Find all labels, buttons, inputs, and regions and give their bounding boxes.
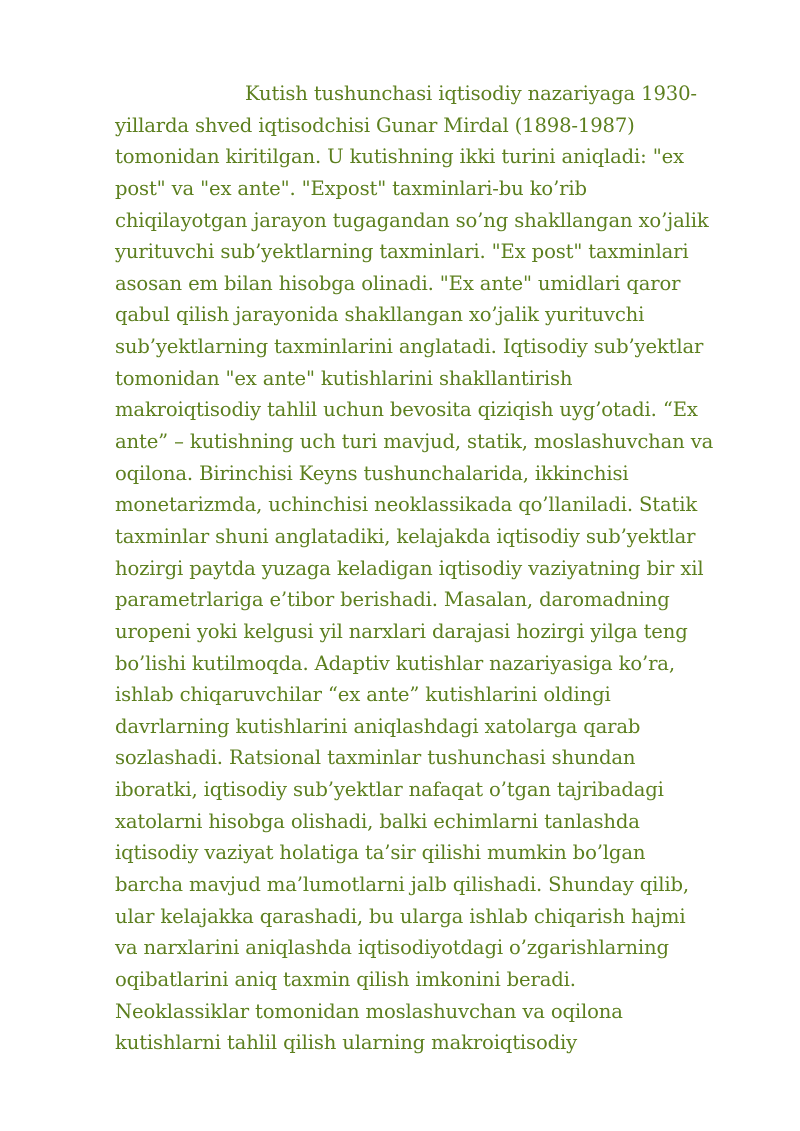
paragraph-line: oqilona. Birinchisi Keyns tushunchalarida, ikkinchisi [115,461,629,485]
paragraph-line: sozlashadi. Ratsional taxminlar tushunchasi shundan [115,746,636,770]
paragraph-line: iboratki, iqtisodiy sub’yektlar nafaqat o’tgan tajribadagi [115,778,664,802]
paragraph-line: ular kelajakka qarashadi, bu ularga ishlab chiqarish hajmi [115,904,686,928]
paragraph-line: parametrlariga e’tibor berishadi. Masalan, daromadning [115,588,670,612]
paragraph-line: xatolarni hisobga olishadi, balki echimlarni tanlashda [115,809,640,833]
paragraph-line: barcha mavjud ma’lumotlarni jalb qilishadi. Shunday qilib, [115,873,689,897]
paragraph-line: tomonidan "ex ante" kutishlarini shakllantirish [115,366,573,390]
paragraph-line: yillarda shved iqtisodchisi Gunar Mirdal (1898-1987) [115,113,635,137]
paragraph-line: davrlarning kutishlarini aniqlashdagi xatolarga qarab [115,714,641,738]
paragraph-line: kutishlarni tahlil qilish ularning makroiqtisodiy [115,1031,578,1055]
paragraph-line: Kutish tushunchasi iqtisodiy nazariyaga 1930- [245,82,697,105]
paragraph-line: ante” – kutishning uch turi mavjud, statik, moslashuvchan va [115,430,714,454]
paragraph-line: monetarizmda, uchinchisi neoklassikada qo’llaniladi. Statik [115,493,698,517]
body-paragraph [115,78,755,1059]
paragraph-line: chiqilayotgan jarayon tugagandan so’ng shakllangan xo’jalik [115,208,709,232]
paragraph-line: uropeni yoki kelgusi yil narxlari darajasi hozirgi yilga teng [115,619,688,643]
paragraph-line: bo’lishi kutilmoqda. Adaptiv kutishlar nazariyasiga ko’ra, [115,651,675,675]
paragraph-line: va narxlarini aniqlashda iqtisodiyotdagi o’zgarishlarning [115,936,669,960]
paragraph-line: taxminlar shuni anglatadiki, kelajakda iqtisodiy sub’yektlar [115,524,696,548]
paragraph-line: yurituvchi sub’yektlarning taxminlari. "Ex post" taxminlari [115,240,689,264]
paragraph-line: post" va "ex ante". "Expost" taxminlari-bu ko’rib [115,176,587,200]
paragraph-line: makroiqtisodiy tahlil uchun bevosita qiziqish uyg’otadi. “Ex [115,398,698,422]
paragraph-line: oqibatlarini aniq taxmin qilish imkonini beradi. [115,967,576,991]
paragraph-line: ishlab chiqaruvchilar “ex ante” kutishlarini oldingi [115,683,611,707]
paragraph-line: Neoklassiklar tomonidan moslashuvchan va oqilona [115,999,623,1023]
paragraph-line: asosan em bilan hisobga olinadi. "Ex ante" umidlari qaror [115,271,681,295]
paragraph-line: qabul qilish jarayonida shakllangan xo’jalik yurituvchi [115,303,645,327]
paragraph-line: hozirgi paytda yuzaga keladigan iqtisodiy vaziyatning bir xil [115,556,704,580]
paragraph-line: iqtisodiy vaziyat holatiga ta’sir qilishi mumkin bo’lgan [115,841,646,865]
paragraph-line: sub’yektlarning taxminlarini anglatadi. Iqtisodiy sub’yektlar [115,335,704,359]
paragraph-line: tomonidan kiritilgan. U kutishning ikki turini aniqladi: "ex [115,145,684,169]
